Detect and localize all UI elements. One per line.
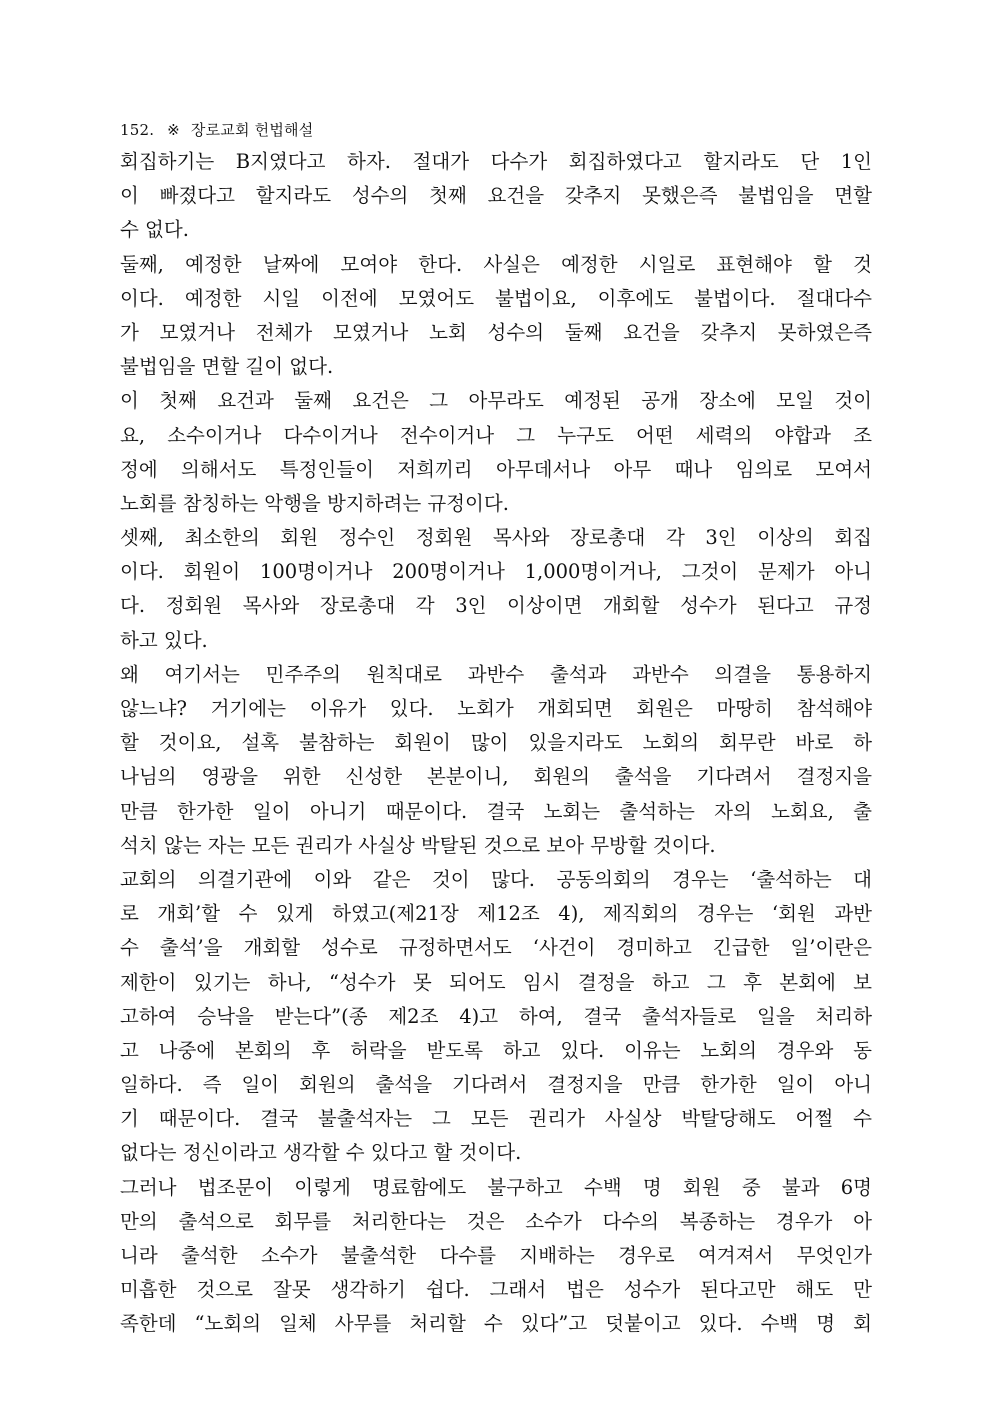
text-line: 이다. 예정한 시일 이전에 모였어도 불법이요, 이후에도 불법이다. 절대다수 xyxy=(120,286,872,310)
text-line: 미흡한 것으로 잘못 생각하기 쉽다. 그래서 법은 성수가 된다고만 해도 만 xyxy=(120,1278,872,1302)
text-line: 만큼 한가한 일이 아니기 때문이다. 결국 노회는 출석하는 자의 노회요, 출 xyxy=(120,799,872,823)
text-line: 교회의 의결기관에 이와 같은 것이 많다. 공동의회의 경우는 ‘출석하는 대 xyxy=(120,867,872,891)
text-line: 제한이 있기는 하나, “성수가 못 되어도 임시 결정을 하고 그 후 본회에 보 xyxy=(120,970,872,994)
text-line: 하고 있다. xyxy=(120,628,208,652)
text-line: 이 첫째 요건과 둘째 요건은 그 아무라도 예정된 공개 장소에 모일 것이 xyxy=(120,389,872,413)
text-line: 불법임을 면할 길이 없다. xyxy=(120,355,334,379)
running-header xyxy=(120,120,313,140)
text-line: 둘째, 예정한 날짜에 모여야 한다. 사실은 예정한 시일로 표현해야 할 것 xyxy=(120,252,872,276)
reference-mark-icon: ※ xyxy=(167,121,180,139)
text-line: 나님의 영광을 위한 신성한 본분이니, 회원의 출석을 기다려서 결정지을 xyxy=(120,765,872,789)
page-number: 152. xyxy=(120,121,155,139)
text-line: 석치 않는 자는 모든 권리가 사실상 박탈된 것으로 보아 무방할 것이다. xyxy=(120,833,716,857)
text-line: 고하여 승낙을 받는다”(종 제2조 4)고 하여, 결국 출석자들로 일을 처리하 xyxy=(120,1004,872,1028)
text-line: 다. 정회원 목사와 장로총대 각 3인 이상이면 개회할 성수가 된다고 규정 xyxy=(120,594,872,618)
text-line: 족한데 “노회의 일체 사무를 처리할 수 있다”고 덧붙이고 있다. 수백 명 회 xyxy=(120,1312,872,1336)
text-line: 수 출석’을 개회할 성수로 규정하면서도 ‘사건이 경미하고 긴급한 일’이란은 xyxy=(120,936,872,960)
text-line: 노회를 참칭하는 악행을 방지하려는 규정이다. xyxy=(120,491,509,515)
text-line: 일하다. 즉 일이 회원의 출석을 기다려서 결정지을 만큼 한가한 일이 아니 xyxy=(120,1073,872,1097)
text-line: 이다. 회원이 100명이거나 200명이거나 1,000명이거나, 그것이 문제가 아니 xyxy=(120,560,872,584)
body-text xyxy=(120,145,872,1342)
text-line: 가 모였거나 전체가 모였거나 노회 성수의 둘째 요건을 갖추지 못하였은즉 xyxy=(120,320,872,344)
text-line: 로 개회’할 수 있게 하였고(제21장 제12조 4), 제직회의 경우는 ‘회원 과반 xyxy=(120,902,872,926)
text-line: 정에 의해서도 특정인들이 저희끼리 아무데서나 아무 때나 임의로 모여서 xyxy=(120,457,872,481)
text-line: 그러나 법조문이 이렇게 명료함에도 불구하고 수백 명 회원 중 불과 6명 xyxy=(120,1175,872,1199)
text-line: 없다는 정신이라고 생각할 수 있다고 할 것이다. xyxy=(120,1141,522,1165)
text-line: 만의 출석으로 회무를 처리한다는 것은 소수가 다수의 복종하는 경우가 아 xyxy=(120,1209,872,1233)
text-line: 요, 소수이거나 다수이거나 전수이거나 그 누구도 어떤 세력의 야합과 조 xyxy=(120,423,872,447)
text-line: 고 나중에 본회의 후 허락을 받도록 하고 있다. 이유는 노회의 경우와 동 xyxy=(120,1038,872,1062)
text-line: 수 없다. xyxy=(120,218,189,242)
text-line: 할 것이요, 설혹 불참하는 회원이 많이 있을지라도 노회의 회무란 바로 하 xyxy=(120,731,872,755)
text-line: 셋째, 최소한의 회원 정수인 정회원 목사와 장로총대 각 3인 이상의 회집 xyxy=(120,526,872,550)
text-line: 회집하기는 B지였다고 하자. 절대가 다수가 회집하였다고 할지라도 단 1인 xyxy=(120,150,872,173)
text-line: 왜 여기서는 민주주의 원칙대로 과반수 출석과 과반수 의결을 통용하지 xyxy=(120,662,872,686)
text-line: 않느냐? 거기에는 이유가 있다. 노회가 개회되면 회원은 마땅히 참석해야 xyxy=(120,697,872,720)
text-line: 니라 출석한 소수가 불출석한 다수를 지배하는 경우로 여겨져서 무엇인가 xyxy=(120,1244,872,1267)
text-line: 기 때문이다. 결국 불출석자는 그 모든 권리가 사실상 박탈당해도 어쩔 수 xyxy=(120,1107,872,1131)
text-line: 이 빠졌다고 할지라도 성수의 첫째 요건을 갖추지 못했은즉 불법임을 면할 xyxy=(120,184,872,208)
book-title: 장로교회 헌법해설 xyxy=(190,121,314,139)
